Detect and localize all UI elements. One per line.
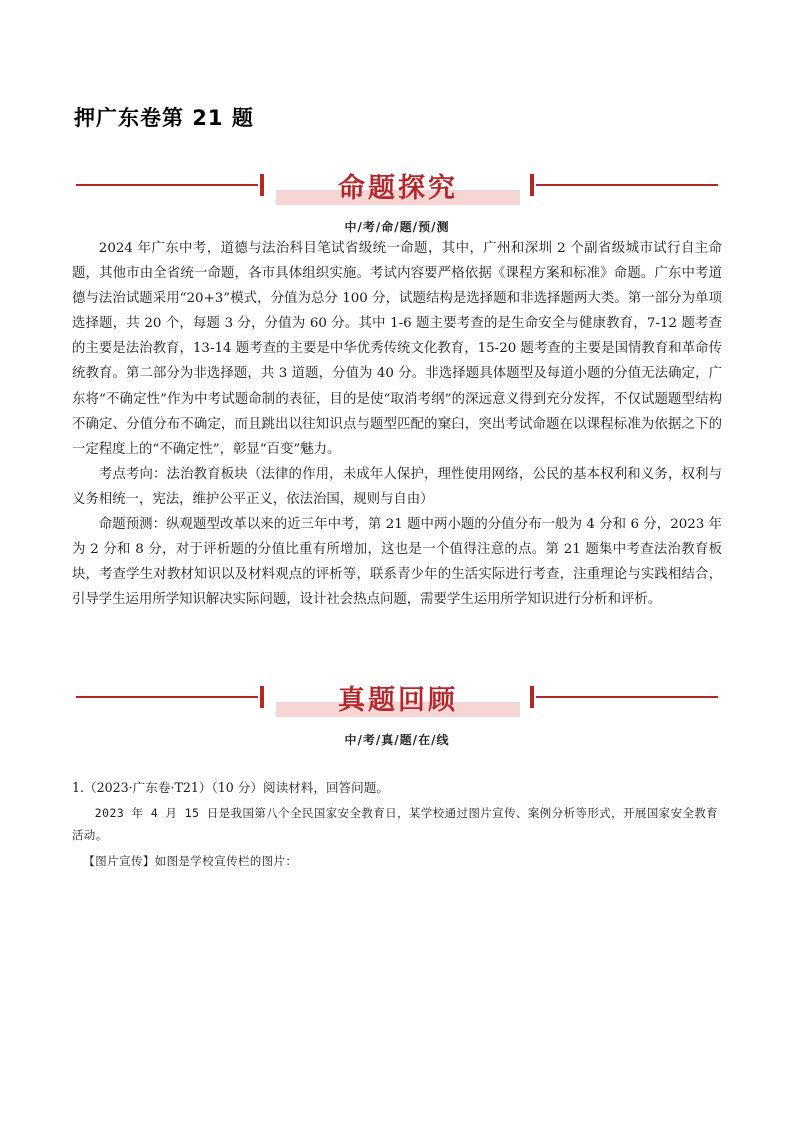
header-rule-right bbox=[536, 184, 718, 186]
document-title: 押广东卷第 21 题 bbox=[74, 106, 254, 130]
header-rule-left bbox=[76, 696, 258, 698]
exploration-body bbox=[72, 236, 722, 612]
question-stem: 1.（2023·广东卷·T21）（10 分）阅读材料，回答问题。 bbox=[72, 780, 389, 795]
header-rule-left bbox=[76, 184, 258, 186]
question-material: 2023 年 4 月 15 日是我国第八个全民国家安全教育日，某学校通过图片宣传、案例分析等形式，开展国家安全教育活动。 bbox=[72, 806, 719, 842]
header-tick-left bbox=[260, 686, 264, 708]
question-material: 【图片宣传】如图是学校宣传栏的图片： bbox=[83, 854, 298, 868]
section-header-review bbox=[76, 680, 718, 720]
header-tick-left bbox=[260, 174, 264, 196]
section-subheading: 中/考/命/题/预/测 bbox=[344, 220, 450, 234]
paragraph-prediction: 命题预测：纵观题型改革以来的近三年中考，第 21 题中两小题的分值分布一般为 4 分和 6 分，2023 年为 2 分和 8 分，对于评析题的分值比重有所增加，这也是一个值得注意的点。第 21 题集中考查法治教育板块，考查学生对教材知识以及材料观点的评析等，联系青少年的生活实际进行考查，注重理论与实践相结合，引导学生运用所学知识解决实际问题，设计社会热点问题，需要学生运用所学知识进行分析和评析。 bbox=[72, 517, 722, 608]
question-1 bbox=[72, 778, 722, 872]
section-subheading: 中/考/真/题/在/线 bbox=[344, 733, 450, 747]
paragraph-overview: 2024 年广东中考，道德与法治科目笔试省级统一命题，其中，广州和深圳 2 个副省级城市试行自主命题，其他市由全省统一命题，各市具体组织实施。考试内容要严格依据《课程方案和标准》命题。广东中考道德与法治试题采用“20+3”模式，分值为总分 100 分，试题结构是选择题和非选择题两大类。第一部分为单项选择题，共 20 个，每题 3 分，分值为 60 分。其中 1-6 题主要考查的是生命安全与健康教育，7-12 题考查的主要是法治教育，13-14 题考查的主要是中华优秀传统文化教育，15-20 题考查的主要是国情教育和革命传统教育。第二部分为非选择题，共 3 道题，分值为 40 分。非选择题具体题型及每道小题的分值无法确定，广东将“不确定性”作为中考试题命制的表征，目的是使“取消考纲”的深远意义得到充分发挥，不仅试题题型结构不确定、分值分布不确定，而且跳出以往知识点与题型匹配的窠臼，突出考试命题在以课程标准为依据之下的一定程度上的“不确定性”，彰显“百变”魅力。 bbox=[72, 241, 722, 457]
section-heading: 命题探究 bbox=[338, 173, 458, 204]
header-rule-right bbox=[536, 696, 718, 698]
section-header-exploration bbox=[76, 168, 718, 208]
paragraph-key-points: 考点考向：法治教育板块（法律的作用，未成年人保护，理性使用网络，公民的基本权利和义务，权利与义务相统一，宪法，维护公平正义，依法治国，规则与自由） bbox=[72, 466, 722, 507]
header-tick-right bbox=[530, 174, 534, 196]
section-heading: 真题回顾 bbox=[338, 685, 458, 716]
header-tick-right bbox=[530, 686, 534, 708]
